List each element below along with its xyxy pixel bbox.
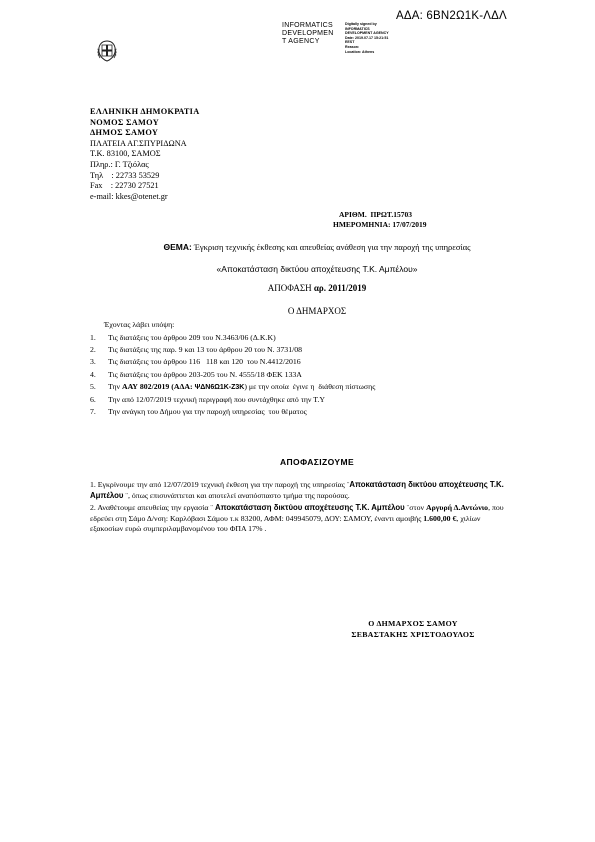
ada-code: ΑΔΑ: 6ΒΝ2Ω1Κ-ΛΔΛ	[396, 10, 507, 22]
header-line: e-mail: kkes@otenet.gr	[90, 191, 168, 201]
sig-detail: INFORMATICS	[345, 26, 370, 31]
list-item	[90, 332, 375, 344]
signature-label	[282, 22, 334, 46]
issuer-header	[90, 107, 200, 202]
contractor-name: Αργυρή Δ.Αντώνιο	[425, 503, 489, 513]
header-line: ΔΗΜΟΣ ΣΑΜΟΥ	[90, 128, 159, 138]
para-text: , χιλίων εξακοσίων ευρώ συμπεριλαμβανομένου του ΦΠΑ 17% .	[90, 513, 481, 534]
para-text: ¨στον	[404, 503, 426, 513]
sig-detail: EEST	[345, 40, 355, 45]
header-line: ΝΟΜΟΣ ΣΑΜΟΥ	[90, 117, 160, 127]
project-name: Αποκατάσταση δικτύου αποχέτευσης Τ.Κ. Αμπέλου	[90, 480, 504, 500]
item-number: 7.	[90, 407, 96, 417]
sig-detail: Digitally signed by	[345, 22, 377, 26]
decision-id: αρ. 2011/2019	[313, 283, 367, 293]
mayor-heading: Ο ΔΗΜΑΡΧΟΣ	[287, 306, 347, 316]
ada-reference: ΨΔΝ6Ω1Κ-Ζ3Κ	[194, 383, 245, 391]
para-text: 2. Αναθέτουμε απευθείας την εργασία ¨	[90, 503, 215, 513]
given-heading: Έχοντας λάβει υπόψη:	[104, 320, 175, 329]
list-item	[90, 406, 375, 418]
subject-line	[102, 242, 532, 252]
list-item	[90, 381, 375, 394]
sig-detail: Reason:	[345, 44, 360, 49]
project-title: «Αποκατάσταση δικτύου αποχέτευσης Τ.Κ. Αμπέλου»	[216, 264, 418, 274]
header-line: Τηλ : 22733 53529	[90, 170, 160, 180]
ida-line: T AGENCY	[282, 38, 320, 45]
item-text: Τις διατάξεις του άρθρου 203-205 του Ν. 4555/18 ΦΕΚ 133Α	[108, 369, 302, 379]
item-number: 1.	[90, 333, 96, 342]
item-text: Τις διατάξεις της παρ. 9 και 13 του άρθρου 20 του Ν. 3731/08	[108, 345, 303, 355]
sig-detail: Location: Athens	[345, 49, 375, 54]
item-text	[108, 381, 375, 394]
project-name: Αποκατάσταση δικτύου αποχέτευσης Τ.Κ. Αμπέλου	[214, 503, 405, 513]
header-line: ΕΛΛΗΝΙΚΗ ΔΗΜΟΚΡΑΤΙΑ	[90, 107, 200, 116]
decision-number	[102, 283, 532, 293]
item-number: 2.	[90, 345, 96, 355]
list-item	[90, 356, 375, 368]
decision-body	[90, 480, 510, 535]
para-text: 1. Εγκρίνουμε την από 12/07/2019 τεχνική έκθεση για την παροχή της υπηρεσίας ¨	[90, 480, 350, 489]
list-item	[90, 344, 375, 356]
ida-line: DEVELOPMEN	[282, 30, 334, 37]
list-item	[90, 394, 375, 406]
amount: 1.600,00 €	[423, 513, 457, 523]
ida-line: INFORMATICS	[282, 22, 334, 29]
subject-label: ΘΕΜΑ:	[163, 242, 192, 252]
item-text: Τις διατάξεις του άρθρου 209 του Ν.3463/06 (Δ.Κ.Κ)	[108, 333, 276, 342]
decision-label: ΑΠΟΦΑΣΗ	[267, 283, 312, 293]
item-number: 4.	[90, 369, 96, 379]
subject-text: Έγκριση τεχνικής έκθεσης και απευθείας ανάθεση για την παροχή της υπηρεσίας	[191, 242, 471, 252]
item-text-part: Την	[108, 381, 123, 391]
sig-detail: Date: 2019.07.17 15:21:51	[345, 35, 389, 40]
para-text: ¨, όπως επισυνάπτεται και αποτελεί αναπόσπαστο τμήμα της παρούσας.	[123, 490, 350, 500]
signatory-name: ΣΕΒΑΣΤΑΚΗΣ ΧΡΙΣΤΟΔΟΥΛΟΣ	[351, 630, 475, 639]
signature-block	[338, 618, 488, 640]
item-text: Την από 12/07/2019 τεχνική περιγραφή που συντάχθηκε από την Τ.Υ	[108, 395, 326, 405]
protocol-block	[333, 210, 427, 229]
decide-heading: ΑΠΟΦΑΣΙΖΟΥΜΕ	[279, 457, 355, 467]
header-line: ΠΛΑΤΕΙΑ ΑΓ.ΣΠΥΡΙΔΩΝΑ	[90, 138, 187, 148]
item-text: Την ανάγκη του Δήμου για την παροχή υπηρεσίας του θέματος	[108, 407, 307, 417]
paragraph-assignment	[90, 503, 510, 535]
sig-detail: DEVELOPMENT AGENCY	[345, 31, 389, 36]
considerations-list	[90, 332, 375, 418]
protocol-date: ΗΜΕΡΟΜΗΝΙΑ: 17/07/2019	[333, 219, 427, 229]
item-text-part: ) με την οποία έγινε η διάθεση πίστωσης	[244, 381, 376, 391]
protocol-number: ΑΡΙΘΜ. ΠΡΩΤ.15703	[339, 210, 412, 219]
item-number: 5.	[90, 381, 96, 391]
item-text: Τις διατάξεις του άρθρου 116 118 και 120 του Ν.4412/2016	[108, 357, 301, 367]
item-number: 3.	[90, 357, 96, 367]
item-number: 6.	[90, 395, 96, 405]
header-line: Τ.Κ. 83100, ΣΑΜΟΣ	[90, 149, 161, 159]
header-line: Πληρ.: Γ. Τζιόλας	[90, 159, 149, 169]
header-line: Fax : 22730 27521	[90, 181, 159, 191]
para-text: , που εδρεύει στη Σάμο Δ/νση: Καρλόβασι Σάμου τ.κ 83200, ΑΦΜ: 049945079, ΔΟΥ: ΣΑΜΟΥ, έναντι αμοιβής	[90, 503, 504, 523]
signatory-title: Ο ΔΗΜΑΡΧΟΣ ΣΑΜΟΥ	[368, 619, 458, 628]
paragraph-approval	[90, 480, 510, 501]
item-text-bold: ΑΑΥ 802/2019 (ΑΔΑ:	[122, 381, 195, 391]
digital-signature-details	[345, 22, 389, 54]
list-item	[90, 369, 375, 381]
greek-emblem-icon	[93, 36, 121, 64]
